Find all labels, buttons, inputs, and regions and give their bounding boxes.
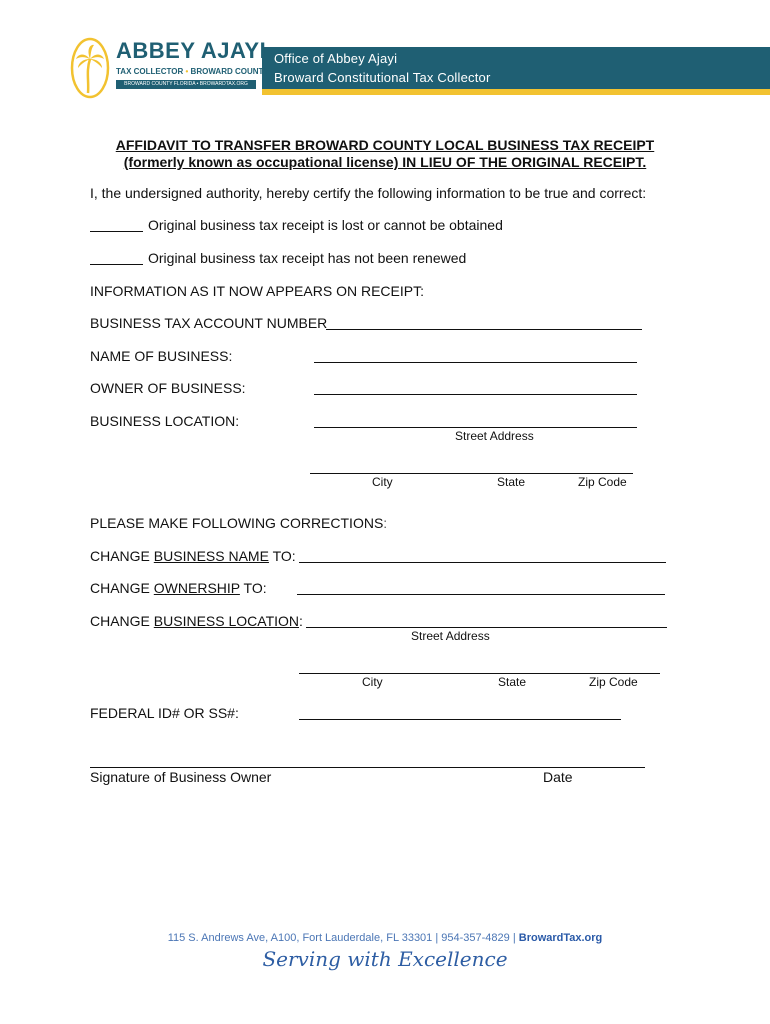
change-business-location-label <box>90 613 303 629</box>
form-title-line1: AFFIDAVIT TO TRANSFER BROWARD COUNTY LOCAL BUSINESS TAX RECEIPT <box>115 137 655 153</box>
business-location-underlined: BUSINESS LOCATION <box>153 613 300 629</box>
option-lost-blank[interactable] <box>90 231 143 232</box>
zip-caption: Zip Code <box>578 475 627 489</box>
name-of-business-field[interactable] <box>314 362 637 363</box>
city-caption: City <box>372 475 393 489</box>
change-ownership-label <box>90 580 267 596</box>
zip-caption-2: Zip Code <box>589 675 638 689</box>
federal-id-label: FEDERAL ID# OR SS#: <box>90 705 239 721</box>
logo-subtitle-right: BROWARD COUNTY <box>190 67 269 76</box>
change-business-location-street-field[interactable] <box>306 627 667 628</box>
logo-bar: BROWARD COUNTY FLORIDA • BROWARDTAX.ORG <box>116 80 256 89</box>
logo-subtitle-separator: • <box>185 67 189 76</box>
street-address-caption: Street Address <box>455 429 534 443</box>
federal-id-field[interactable] <box>299 719 621 720</box>
to-suffix: TO: <box>272 548 296 564</box>
change-business-name-label <box>90 548 296 564</box>
account-number-field[interactable] <box>326 329 642 330</box>
state-caption-2: State <box>498 675 527 689</box>
to-suffix: TO: <box>243 580 267 596</box>
change-ownership-field[interactable] <box>297 594 665 595</box>
palm-logo-icon <box>70 37 110 99</box>
footer-tagline: Serving with Excellence <box>262 947 508 971</box>
role-line: Broward Constitutional Tax Collector <box>274 70 491 85</box>
footer-website[interactable]: BrowardTax.org <box>518 932 603 944</box>
change-business-name-field[interactable] <box>299 562 666 563</box>
option-lost-label: Original business tax receipt is lost or cannot be obtained <box>148 217 503 233</box>
colon-suffix: : <box>299 613 303 629</box>
header-stripe <box>262 89 770 95</box>
owner-of-business-label: OWNER OF BUSINESS: <box>90 380 246 396</box>
owner-of-business-field[interactable] <box>314 394 637 395</box>
form-title-line2: (formerly known as occupational license) IN LIEU OF THE ORIGINAL RECEIPT. <box>123 154 647 170</box>
business-name-underlined: BUSINESS NAME <box>153 548 269 564</box>
business-location-street-field[interactable] <box>314 427 637 428</box>
footer-address <box>0 932 770 944</box>
option-not-renewed-label: Original business tax receipt has not been renewed <box>148 250 467 266</box>
footer-address-text: 115 S. Andrews Ave, A100, Fort Lauderdale, FL 33301 | 954-357-4829 | <box>167 932 519 944</box>
info-heading: INFORMATION AS IT NOW APPEARS ON RECEIPT: <box>90 283 424 299</box>
business-location-city-state-zip-field[interactable] <box>310 473 633 474</box>
logo-subtitle-left: TAX COLLECTOR <box>116 67 184 76</box>
change-prefix: CHANGE <box>90 613 150 629</box>
city-caption-2: City <box>362 675 383 689</box>
logo-title: ABBEY AJAYI <box>116 38 267 63</box>
logo-subtitle <box>116 67 269 76</box>
date-label: Date <box>543 769 573 785</box>
account-number-label: BUSINESS TAX ACCOUNT NUMBER <box>90 315 328 331</box>
business-location-label: BUSINESS LOCATION: <box>90 413 240 429</box>
change-prefix: CHANGE <box>90 548 150 564</box>
corrections-heading-text: PLEASE MAKE FOLLOWING CORRECTIONS <box>90 515 384 531</box>
certify-statement: I, the undersigned authority, hereby certify the following information to be true and correct: <box>90 185 647 201</box>
office-line: Office of Abbey Ajayi <box>274 51 398 66</box>
option-not-renewed-blank[interactable] <box>90 264 143 265</box>
corrections-heading-colon: : <box>383 515 388 531</box>
signature-label: Signature of Business Owner <box>90 769 272 785</box>
ownership-underlined: OWNERSHIP <box>153 580 240 596</box>
state-caption: State <box>497 475 526 489</box>
signature-line[interactable] <box>90 767 645 768</box>
change-business-location-city-state-zip-field[interactable] <box>299 673 660 674</box>
change-prefix: CHANGE <box>90 580 150 596</box>
name-of-business-label: NAME OF BUSINESS: <box>90 348 233 364</box>
corrections-heading <box>90 515 387 531</box>
street-address-caption-2: Street Address <box>411 629 490 643</box>
